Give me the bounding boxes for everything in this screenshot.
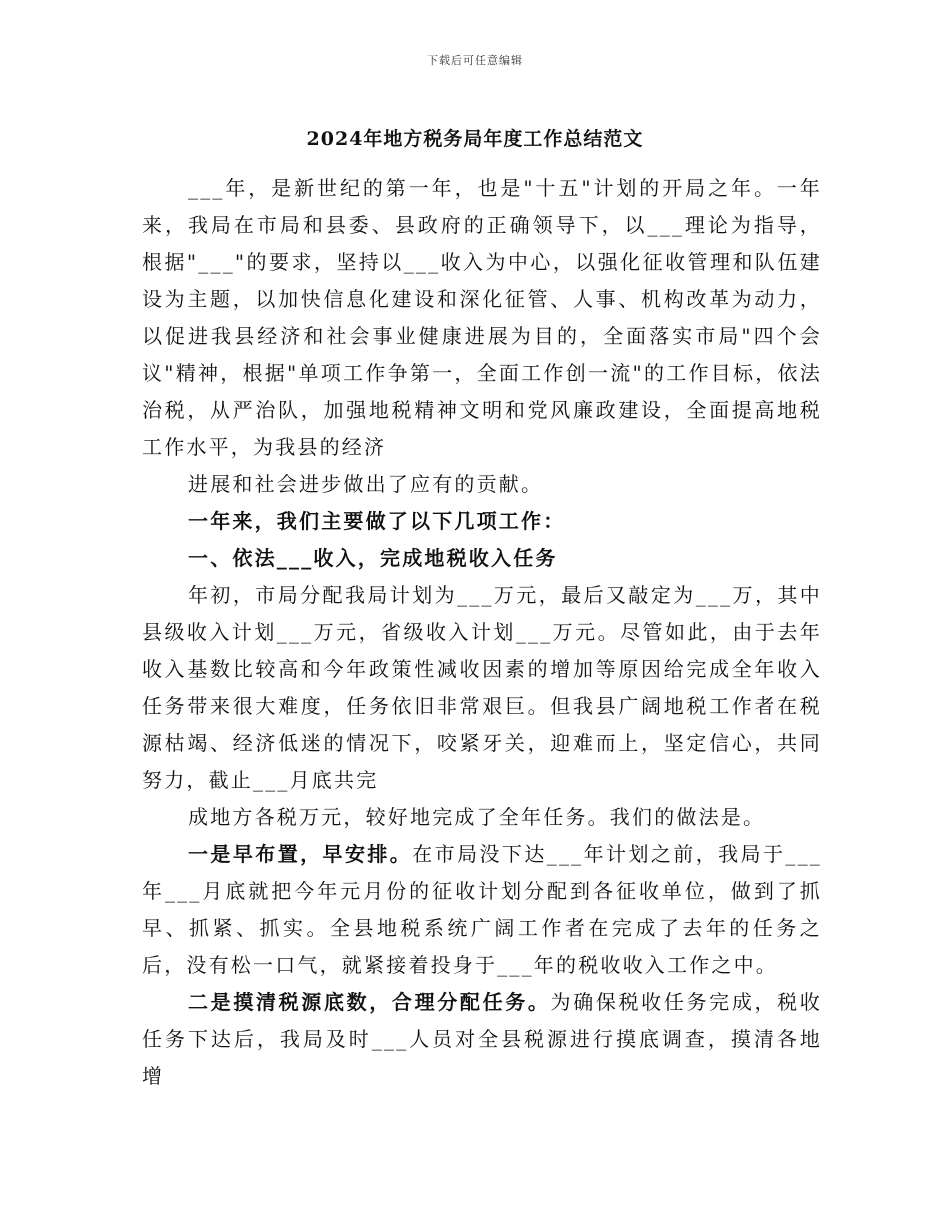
paragraph-plan-continued [142, 799, 822, 836]
paragraph-lead: 二是摸清税源底数，合理分配任务。 [188, 990, 551, 1014]
paragraph-text: 在市局没下达___年计划之前，我局于___年___月底就把今年元月份的征收计划分配到各征收单位，做到了抓早、抓紧、抓实。全县地税系统广阔工作者在完成了去年的任务之后，没有松一口气，就紧接着投身于___年的税收收入工作之中。 [142, 842, 823, 977]
paragraph-point-1 [142, 836, 822, 984]
paragraph-text: ___年，是新世纪的第一年，也是"十五"计划的开局之年。一年来，我局在市局和县委、县政府的正确领导下，以___理论为指导，根据"___"的要求，坚持以___收入为中心，以强化征收管理和队伍建设为主题，以加快信息化建设和深化征管、人事、机构改革为动力，以促进我县经济和社会事业健康进展为目的，全面落实市局"四个会议"精神，根据"单项工作争第一，全面工作创一流"的工作目标，依法治税，从严治队，加强地税精神文明和党风廉政建设，全面提高地税工作水平，为我县的经济 [142, 176, 822, 459]
paragraph-text: 年初，市局分配我局计划为___万元，最后又敲定为___万，其中县级收入计划___万元，省级收入计划___万元。尽管如此，由于去年收入基数比较高和今年政策性减收因素的增加等原因给完成全年收入任务带来很大难度，任务依旧非常艰巨。但我县广阔地税工作者在税源枯竭、经济低迷的情况下，咬紧牙关，迎难而上，坚定信心，共同努力，截止___月底共完 [142, 583, 822, 792]
header-note: 下载后可任意编辑 [427, 54, 523, 67]
paragraph-point-2 [142, 984, 822, 1095]
paragraph-plan [142, 577, 822, 799]
section-heading-1 [142, 540, 822, 577]
paragraph-text: 进展和社会进步做出了应有的贡献。 [188, 472, 544, 496]
paragraph-text: 为确保税收任务完成，税收任务下达后，我局及时___人员对全县税源进行摸底调查，摸清各地增 [142, 990, 822, 1088]
paragraph-text: 一、依法___收入，完成地税收入任务 [188, 546, 558, 570]
paragraph-lead: 一是早布置，早安排。 [188, 842, 413, 866]
section-intro-heading [142, 503, 822, 540]
paragraph-text: 成地方各税万元，较好地完成了全年任务。我们的做法是。 [188, 805, 766, 829]
paragraph-text: 一年来，我们主要做了以下几项工作： [188, 509, 566, 533]
paragraph-intro [142, 170, 822, 466]
paragraph-intro-continued [142, 466, 822, 503]
document-title: 2024年地方税务局年度工作总结范文 [306, 128, 644, 150]
document-body [142, 170, 822, 1095]
